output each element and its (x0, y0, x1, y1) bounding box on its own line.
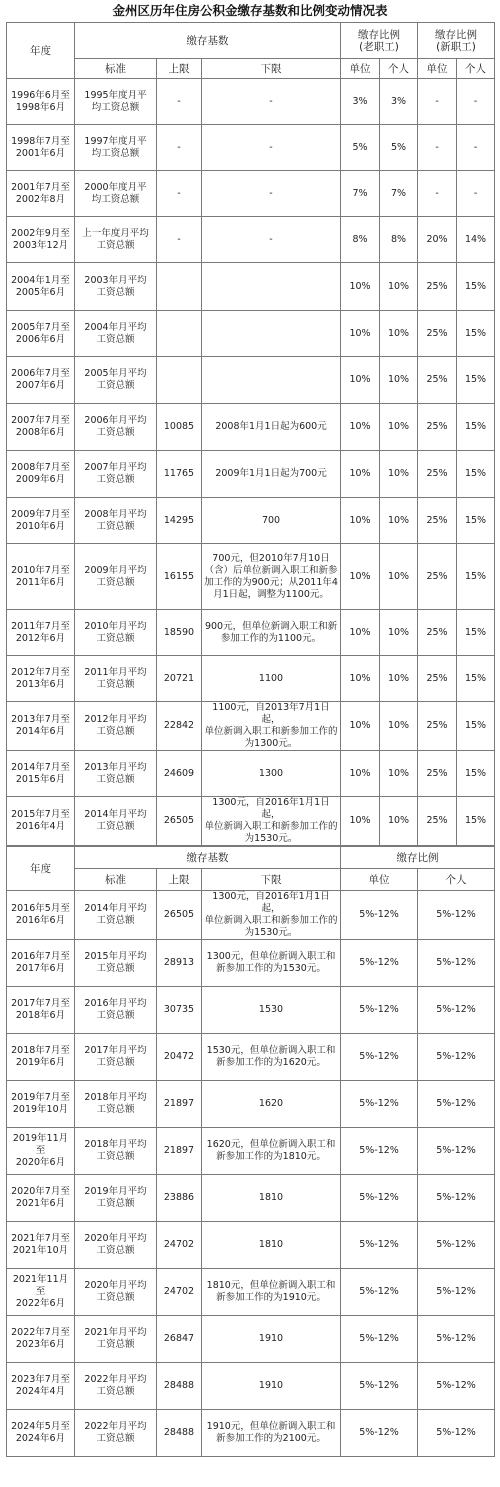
table-row (7, 987, 495, 1034)
old-unit-ratio-cell: 10% (341, 656, 380, 702)
lower-limit-cell: 1300元，自2016年1月1日起， 单位新调入职工和新参加工作的 为1530元。 (202, 797, 341, 846)
new-person-ratio-cell: 14% (457, 217, 495, 263)
new-person-ratio-cell: 15% (457, 263, 495, 311)
new-person-ratio-cell: 15% (457, 311, 495, 357)
standard-cell: 2011年月平均 工资总额 (75, 656, 157, 702)
old-unit-ratio-cell: 10% (341, 263, 380, 311)
year-cell: 2007年7月至 2008年6月 (7, 404, 75, 451)
upper-limit-cell: - (157, 217, 202, 263)
table-row (7, 125, 495, 171)
upper-limit-cell: 21897 (157, 1128, 202, 1175)
year-cell: 2010年7月至 2011年6月 (7, 544, 75, 610)
old-unit-ratio-cell: 10% (341, 357, 380, 404)
unit-ratio-cell: 5%-12% (341, 891, 418, 940)
table-row (7, 79, 495, 125)
lower-limit-cell: 700 (202, 498, 341, 544)
old-person-ratio-cell: 10% (380, 751, 418, 797)
standard-cell: 2020年月平均 工资总额 (75, 1269, 157, 1316)
unit-ratio-cell: 5%-12% (341, 1222, 418, 1269)
standard-cell: 2020年月平均 工资总额 (75, 1222, 157, 1269)
table-row (7, 1316, 495, 1363)
table-row (7, 702, 495, 751)
old-unit-ratio-cell: 10% (341, 751, 380, 797)
ratio-new-header: 缴存比例 (新职工) (418, 23, 495, 59)
year-header: 年度 (7, 23, 75, 79)
old-person-ratio-cell: 5% (380, 125, 418, 171)
new-person-ratio-cell: - (457, 125, 495, 171)
year-cell: 2013年7月至 2014年6月 (7, 702, 75, 751)
unit-ratio-cell: 5%-12% (341, 987, 418, 1034)
lower-limit-cell: 1100 (202, 656, 341, 702)
table-old-new-ratio (6, 22, 495, 846)
person-ratio-cell: 5%-12% (418, 1222, 495, 1269)
table-row (7, 357, 495, 404)
standard-cell: 2012年月平均 工资总额 (75, 702, 157, 751)
person-ratio-cell: 5%-12% (418, 1128, 495, 1175)
new-person-ratio-cell: 15% (457, 751, 495, 797)
old-unit-ratio-cell: 10% (341, 311, 380, 357)
table-row (7, 263, 495, 311)
unit-ratio-cell: 5%-12% (341, 1363, 418, 1410)
new-unit-ratio-cell: 25% (418, 451, 457, 498)
new-person-ratio-cell: 15% (457, 451, 495, 498)
standard-cell: 2003年月平均 工资总额 (75, 263, 157, 311)
lower-limit-cell: 1910 (202, 1316, 341, 1363)
standard-cell: 2014年月平均 工资总额 (75, 891, 157, 940)
unit-header: 单位 (341, 869, 418, 891)
lower-limit-cell: 1620 (202, 1081, 341, 1128)
unit-ratio-cell: 5%-12% (341, 1269, 418, 1316)
upper-limit-cell: 20472 (157, 1034, 202, 1081)
old-unit-ratio-cell: 10% (341, 451, 380, 498)
year-cell: 2016年7月至 2017年6月 (7, 940, 75, 987)
new-unit-ratio-cell: 25% (418, 751, 457, 797)
lower-limit-cell: 700元，但2010年7月10日 （含）后单位新调入职工和新参 加工作的为900元；从2011年4 月1日起，调整为1100元。 (202, 544, 341, 610)
upper-limit-cell: 16155 (157, 544, 202, 610)
lower-limit-cell: 1810 (202, 1222, 341, 1269)
table-row (7, 1128, 495, 1175)
standard-cell: 1995年度月平 均工资总额 (75, 79, 157, 125)
standard-cell: 2021年月平均 工资总额 (75, 1316, 157, 1363)
table-row (7, 1081, 495, 1128)
lower-limit-cell: 1910元，但单位新调入职工和 新参加工作的为2100元。 (202, 1410, 341, 1457)
old-person-ratio-cell: 8% (380, 217, 418, 263)
year-cell: 2004年1月至 2005年6月 (7, 263, 75, 311)
standard-cell: 2015年月平均 工资总额 (75, 940, 157, 987)
lower-limit-cell: 2009年1月1日起为700元 (202, 451, 341, 498)
table-row (7, 498, 495, 544)
lower-limit-cell: 1530 (202, 987, 341, 1034)
year-cell: 2024年5月至 2024年6月 (7, 1410, 75, 1457)
new-person-ratio-cell: 15% (457, 656, 495, 702)
new-unit-ratio-cell: 25% (418, 544, 457, 610)
upper-limit-cell: 24702 (157, 1269, 202, 1316)
standard-cell: 2004年月平均 工资总额 (75, 311, 157, 357)
unit-ratio-cell: 5%-12% (341, 1316, 418, 1363)
lower-limit-cell: - (202, 171, 341, 217)
standard-cell: 2013年月平均 工资总额 (75, 751, 157, 797)
upper-limit-cell: - (157, 125, 202, 171)
year-cell: 2009年7月至 2010年6月 (7, 498, 75, 544)
year-cell: 2005年7月至 2006年6月 (7, 311, 75, 357)
standard-cell: 1997年度月平 均工资总额 (75, 125, 157, 171)
old-person-ratio-cell: 10% (380, 404, 418, 451)
old-unit-ratio-cell: 10% (341, 797, 380, 846)
old-unit-ratio-cell: 10% (341, 544, 380, 610)
new-person-header: 个人 (457, 59, 495, 79)
unit-ratio-cell: 5%-12% (341, 1081, 418, 1128)
lower-limit-cell: - (202, 125, 341, 171)
upper-limit-cell (157, 263, 202, 311)
unit-ratio-cell: 5%-12% (341, 1128, 418, 1175)
old-person-ratio-cell: 10% (380, 656, 418, 702)
old-unit-ratio-cell: 3% (341, 79, 380, 125)
lower-limit-cell (202, 263, 341, 311)
standard-cell: 2006年月平均 工资总额 (75, 404, 157, 451)
lower-limit-cell: 2008年1月1日起为600元 (202, 404, 341, 451)
table-row (7, 1222, 495, 1269)
person-ratio-cell: 5%-12% (418, 1316, 495, 1363)
upper-limit-cell (157, 311, 202, 357)
person-ratio-cell: 5%-12% (418, 891, 495, 940)
base-header: 缴存基数 (75, 23, 341, 59)
table-row (7, 1034, 495, 1081)
year-cell: 2018年7月至 2019年6月 (7, 1034, 75, 1081)
year-cell: 2016年5月至 2016年6月 (7, 891, 75, 940)
lower-limit-cell: 1810元，但单位新调入职工和 新参加工作的为1910元。 (202, 1269, 341, 1316)
upper-limit-cell: 23886 (157, 1175, 202, 1222)
person-ratio-cell: 5%-12% (418, 940, 495, 987)
upper-limit-cell: 22842 (157, 702, 202, 751)
unit-ratio-cell: 5%-12% (341, 1410, 418, 1457)
lower-limit-cell (202, 311, 341, 357)
upper-limit-cell: - (157, 171, 202, 217)
new-unit-ratio-cell: 25% (418, 498, 457, 544)
standard-cell: 2000年度月平 均工资总额 (75, 171, 157, 217)
old-person-ratio-cell: 10% (380, 702, 418, 751)
new-person-ratio-cell: 15% (457, 404, 495, 451)
standard-cell: 2016年月平均 工资总额 (75, 987, 157, 1034)
table-row (7, 656, 495, 702)
new-person-ratio-cell: 15% (457, 498, 495, 544)
new-unit-ratio-cell: 25% (418, 263, 457, 311)
upper-limit-cell (157, 357, 202, 404)
year-cell: 2002年9月至 2003年12月 (7, 217, 75, 263)
standard-cell: 2017年月平均 工资总额 (75, 1034, 157, 1081)
new-person-ratio-cell: 15% (457, 702, 495, 751)
upper-limit-cell: 11765 (157, 451, 202, 498)
table-row (7, 891, 495, 940)
standard-cell: 2018年月平均 工资总额 (75, 1081, 157, 1128)
new-person-ratio-cell: 15% (457, 610, 495, 656)
upper-limit-cell: 18590 (157, 610, 202, 656)
standard-cell: 2019年月平均 工资总额 (75, 1175, 157, 1222)
year-cell: 2022年7月至 2023年6月 (7, 1316, 75, 1363)
new-person-ratio-cell: 15% (457, 357, 495, 404)
base-header: 缴存基数 (75, 847, 341, 869)
upper-limit-cell: 28488 (157, 1410, 202, 1457)
old-person-ratio-cell: 10% (380, 610, 418, 656)
unit-ratio-cell: 5%-12% (341, 940, 418, 987)
person-ratio-cell: 5%-12% (418, 987, 495, 1034)
lower-limit-cell (202, 357, 341, 404)
lower-limit-cell: 1620元，但单位新调入职工和 新参加工作的为1810元。 (202, 1128, 341, 1175)
year-cell: 2014年7月至 2015年6月 (7, 751, 75, 797)
person-ratio-cell: 5%-12% (418, 1363, 495, 1410)
old-unit-header: 单位 (341, 59, 380, 79)
old-unit-ratio-cell: 10% (341, 702, 380, 751)
standard-cell: 2007年月平均 工资总额 (75, 451, 157, 498)
year-cell: 2008年7月至 2009年6月 (7, 451, 75, 498)
table-row (7, 404, 495, 451)
table-row (7, 751, 495, 797)
new-unit-ratio-cell: - (418, 79, 457, 125)
person-ratio-cell: 5%-12% (418, 1269, 495, 1316)
table-row (7, 544, 495, 610)
upper-header: 上限 (157, 869, 202, 891)
standard-cell: 2005年月平均 工资总额 (75, 357, 157, 404)
old-unit-ratio-cell: 10% (341, 498, 380, 544)
new-unit-ratio-cell: - (418, 171, 457, 217)
person-ratio-cell: 5%-12% (418, 1175, 495, 1222)
standard-cell: 2010年月平均 工资总额 (75, 610, 157, 656)
table-row (7, 610, 495, 656)
standard-cell: 2009年月平均 工资总额 (75, 544, 157, 610)
new-person-ratio-cell: - (457, 171, 495, 217)
table-row (7, 217, 495, 263)
old-person-header: 个人 (380, 59, 418, 79)
upper-limit-cell: 26505 (157, 891, 202, 940)
old-person-ratio-cell: 10% (380, 797, 418, 846)
new-unit-ratio-cell: 25% (418, 610, 457, 656)
upper-limit-cell: 30735 (157, 987, 202, 1034)
ratio-old-header: 缴存比例 (老职工) (341, 23, 418, 59)
upper-limit-cell: 24609 (157, 751, 202, 797)
lower-limit-cell: 1100元，自2013年7月1日起， 单位新调入职工和新参加工作的 为1300元。 (202, 702, 341, 751)
table-row (7, 451, 495, 498)
person-header: 个人 (418, 869, 495, 891)
new-unit-ratio-cell: 25% (418, 357, 457, 404)
lower-limit-cell: 1300 (202, 751, 341, 797)
year-cell: 2001年7月至 2002年8月 (7, 171, 75, 217)
person-ratio-cell: 5%-12% (418, 1410, 495, 1457)
standard-cell: 2014年月平均 工资总额 (75, 797, 157, 846)
new-unit-ratio-cell: 25% (418, 656, 457, 702)
year-cell: 1998年7月至 2001年6月 (7, 125, 75, 171)
lower-limit-cell: 1300元，但单位新调入职工和 新参加工作的为1530元。 (202, 940, 341, 987)
table-row (7, 1269, 495, 1316)
year-cell: 2011年7月至 2012年6月 (7, 610, 75, 656)
new-unit-ratio-cell: - (418, 125, 457, 171)
old-unit-ratio-cell: 8% (341, 217, 380, 263)
year-cell: 2017年7月至 2018年6月 (7, 987, 75, 1034)
upper-limit-cell: 24702 (157, 1222, 202, 1269)
old-unit-ratio-cell: 10% (341, 610, 380, 656)
standard-cell: 上一年度月平均 工资总额 (75, 217, 157, 263)
upper-limit-cell: 14295 (157, 498, 202, 544)
standard-cell: 2022年月平均 工资总额 (75, 1363, 157, 1410)
old-person-ratio-cell: 10% (380, 357, 418, 404)
year-header: 年度 (7, 847, 75, 891)
upper-limit-cell: 26847 (157, 1316, 202, 1363)
old-person-ratio-cell: 3% (380, 79, 418, 125)
person-ratio-cell: 5%-12% (418, 1034, 495, 1081)
lower-limit-cell: 1530元，但单位新调入职工和 新参加工作的为1620元。 (202, 1034, 341, 1081)
upper-limit-cell: 26505 (157, 797, 202, 846)
table-row (7, 1410, 495, 1457)
new-unit-ratio-cell: 25% (418, 311, 457, 357)
old-person-ratio-cell: 10% (380, 451, 418, 498)
old-person-ratio-cell: 10% (380, 544, 418, 610)
table-row (7, 1363, 495, 1410)
table-row (7, 797, 495, 846)
new-unit-header: 单位 (418, 59, 457, 79)
year-cell: 2021年7月至 2021年10月 (7, 1222, 75, 1269)
year-cell: 1996年6月至 1998年6月 (7, 79, 75, 125)
year-cell: 2021年11月至 2022年6月 (7, 1269, 75, 1316)
new-unit-ratio-cell: 25% (418, 404, 457, 451)
table-range-ratio (6, 846, 495, 1457)
new-person-ratio-cell: - (457, 79, 495, 125)
year-cell: 2012年7月至 2013年6月 (7, 656, 75, 702)
lower-limit-cell: 900元，但单位新调入职工和新 参加工作的为1100元。 (202, 610, 341, 656)
ratio-header: 缴存比例 (341, 847, 495, 869)
year-cell: 2006年7月至 2007年6月 (7, 357, 75, 404)
year-cell: 2019年7月至 2019年10月 (7, 1081, 75, 1128)
person-ratio-cell: 5%-12% (418, 1081, 495, 1128)
upper-limit-cell: 21897 (157, 1081, 202, 1128)
upper-limit-cell: 28488 (157, 1363, 202, 1410)
lower-limit-cell: 1810 (202, 1175, 341, 1222)
table-row (7, 311, 495, 357)
old-person-ratio-cell: 10% (380, 498, 418, 544)
old-person-ratio-cell: 10% (380, 263, 418, 311)
old-unit-ratio-cell: 7% (341, 171, 380, 217)
year-cell: 2023年7月至 2024年4月 (7, 1363, 75, 1410)
old-person-ratio-cell: 10% (380, 311, 418, 357)
table-row (7, 940, 495, 987)
new-unit-ratio-cell: 25% (418, 702, 457, 751)
old-unit-ratio-cell: 5% (341, 125, 380, 171)
std-header: 标准 (75, 59, 157, 79)
old-person-ratio-cell: 7% (380, 171, 418, 217)
standard-cell: 2018年月平均 工资总额 (75, 1128, 157, 1175)
document-title: 金州区历年住房公积金缴存基数和比例变动情况表 (112, 3, 388, 18)
upper-limit-cell: 28913 (157, 940, 202, 987)
upper-header: 上限 (157, 59, 202, 79)
new-person-ratio-cell: 15% (457, 797, 495, 846)
upper-limit-cell: 20721 (157, 656, 202, 702)
table-row (7, 171, 495, 217)
year-cell: 2015年7月至 2016年4月 (7, 797, 75, 846)
year-cell: 2019年11月至 2020年6月 (7, 1128, 75, 1175)
table-row (7, 1175, 495, 1222)
upper-limit-cell: - (157, 79, 202, 125)
lower-limit-cell: - (202, 79, 341, 125)
lower-limit-cell: 1910 (202, 1363, 341, 1410)
standard-cell: 2022年月平均 工资总额 (75, 1410, 157, 1457)
year-cell: 2020年7月至 2021年6月 (7, 1175, 75, 1222)
unit-ratio-cell: 5%-12% (341, 1034, 418, 1081)
upper-limit-cell: 10085 (157, 404, 202, 451)
new-unit-ratio-cell: 20% (418, 217, 457, 263)
lower-header: 下限 (202, 869, 341, 891)
lower-limit-cell: - (202, 217, 341, 263)
lower-header: 下限 (202, 59, 341, 79)
new-unit-ratio-cell: 25% (418, 797, 457, 846)
std-header: 标准 (75, 869, 157, 891)
new-person-ratio-cell: 15% (457, 544, 495, 610)
standard-cell: 2008年月平均 工资总额 (75, 498, 157, 544)
lower-limit-cell: 1300元，自2016年1月1日起， 单位新调入职工和新参加工作的 为1530元。 (202, 891, 341, 940)
unit-ratio-cell: 5%-12% (341, 1175, 418, 1222)
old-unit-ratio-cell: 10% (341, 404, 380, 451)
